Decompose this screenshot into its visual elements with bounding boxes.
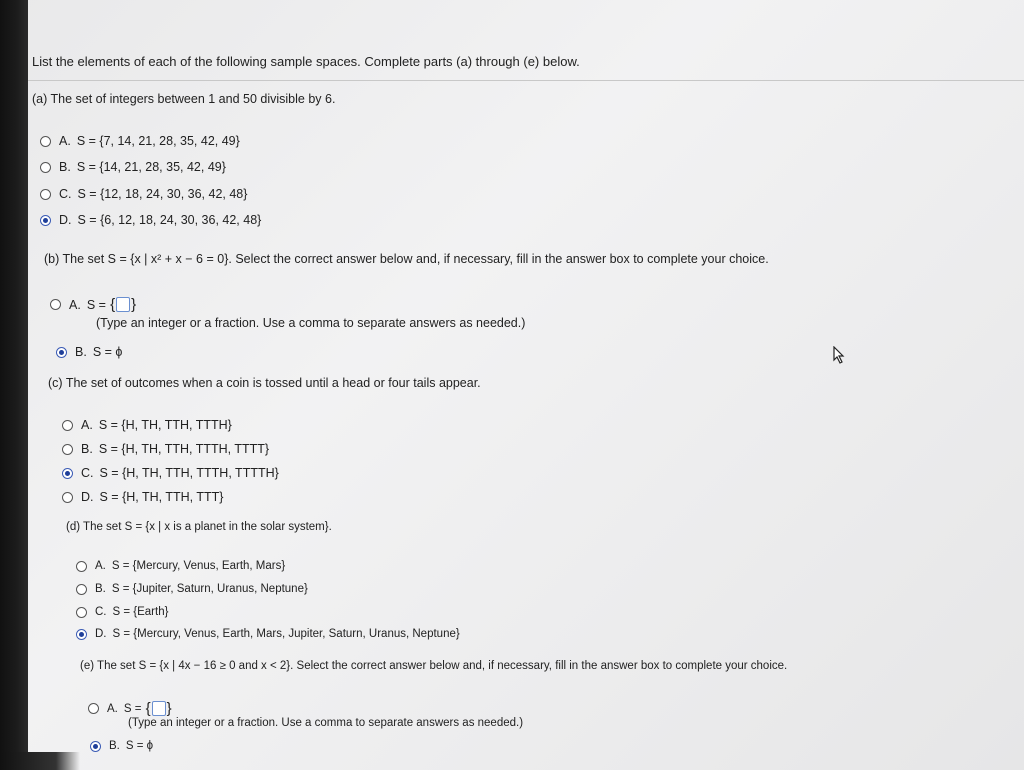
close-brace: } (131, 296, 137, 313)
option-text: S = {H, TH, TTH, TTTH, TTTT} (98, 442, 270, 456)
part-e-option-a[interactable] (88, 700, 172, 717)
option-letter: B. (95, 583, 106, 595)
part-e-question: (e) The set S = {x | 4x − 16 ≥ 0 and x < 2}. Select the correct answer below and, if necessary, fill in the answer box to complete your choice. (80, 660, 788, 672)
option-letter: C. (81, 466, 94, 480)
option-label: S = (86, 297, 106, 312)
header-divider (28, 80, 1024, 81)
radio-button[interactable] (40, 162, 51, 173)
option-letter: B. (109, 740, 120, 752)
option-label: S = (123, 702, 142, 715)
instructions-header: List the elements of each of the following sample spaces. Complete parts (a) through (e) below. (32, 54, 580, 69)
radio-button[interactable] (40, 136, 51, 147)
part-c-option-b[interactable] (62, 442, 269, 456)
radio-button-selected[interactable] (62, 468, 73, 479)
part-a-option-c[interactable] (40, 187, 247, 201)
mouse-cursor-icon (832, 346, 846, 364)
radio-button-selected[interactable] (90, 741, 101, 752)
option-text: S = {Jupiter, Saturn, Uranus, Neptune} (111, 583, 308, 595)
radio-button[interactable] (88, 703, 99, 714)
option-letter: A. (81, 418, 93, 432)
part-b-answer-hint: (Type an integer or a fraction. Use a comma to separate answers as needed.) (96, 316, 526, 330)
part-d-option-d[interactable] (76, 628, 460, 640)
option-letter: C. (95, 606, 107, 618)
part-b-option-b[interactable] (56, 345, 122, 359)
option-text: S = {Mercury, Venus, Earth, Mars, Jupiter, Saturn, Uranus, Neptune} (112, 628, 460, 640)
radio-button-selected[interactable] (76, 629, 87, 640)
radio-button[interactable] (50, 299, 61, 310)
close-brace: } (166, 700, 172, 717)
option-text: S = {14, 21, 28, 35, 42, 49} (76, 160, 226, 174)
option-letter: A. (59, 134, 71, 148)
part-b-question (44, 252, 769, 266)
open-brace: { (105, 296, 116, 313)
part-c-option-a[interactable] (62, 418, 232, 432)
option-letter: C. (59, 187, 72, 201)
option-text: S = ϕ (92, 345, 123, 359)
radio-button[interactable] (76, 607, 87, 618)
open-brace: { (141, 700, 151, 717)
part-b-option-a[interactable] (50, 296, 136, 313)
part-a-option-b[interactable] (40, 160, 226, 174)
part-a-question: (a) The set of integers between 1 and 50 divisible by 6. (32, 92, 336, 106)
part-c-option-c[interactable] (62, 466, 279, 480)
option-text: S = {Earth} (112, 606, 169, 618)
option-text: S = {7, 14, 21, 28, 35, 42, 49} (76, 134, 240, 148)
part-d-option-c[interactable] (76, 606, 168, 618)
part-b-set-expression: {x | x² + x − 6 = 0} (130, 252, 229, 266)
option-letter: A. (69, 297, 81, 312)
option-letter: D. (81, 490, 94, 504)
answer-input-box[interactable] (116, 297, 130, 312)
radio-button-selected[interactable] (56, 347, 67, 358)
radio-button[interactable] (76, 584, 87, 595)
part-b-suffix: . Select the correct answer below and, if necessary, fill in the answer box to complete your choice. (228, 252, 769, 266)
part-c-question: (c) The set of outcomes when a coin is tossed until a head or four tails appear. (48, 376, 481, 390)
option-text: S = {H, TH, TTH, TTTH} (98, 418, 232, 432)
part-d-question: (d) The set S = {x | x is a planet in the solar system}. (66, 521, 332, 533)
option-letter: D. (95, 628, 107, 640)
radio-button[interactable] (76, 561, 87, 572)
radio-button[interactable] (62, 420, 73, 431)
part-a-option-a[interactable] (40, 134, 240, 148)
option-text: S = {H, TH, TTH, TTT} (99, 490, 224, 504)
radio-button[interactable] (62, 444, 73, 455)
radio-button[interactable] (62, 492, 73, 503)
option-text: S = {H, TH, TTH, TTTH, TTTTH} (99, 466, 279, 480)
part-d-option-a[interactable] (76, 560, 285, 572)
option-text: S = {6, 12, 18, 24, 30, 36, 42, 48} (77, 213, 262, 227)
radio-button-selected[interactable] (40, 215, 51, 226)
answer-input-box[interactable] (152, 701, 166, 716)
part-b-prefix: (b) The set S = (44, 252, 127, 266)
screen-bezel (0, 0, 28, 770)
option-letter: A. (95, 560, 106, 572)
option-letter: A. (107, 702, 118, 715)
part-d-option-b[interactable] (76, 583, 308, 595)
option-letter: D. (59, 213, 72, 227)
question-page (28, 0, 1024, 770)
option-letter: B. (59, 160, 71, 174)
part-e-answer-hint: (Type an integer or a fraction. Use a comma to separate answers as needed.) (128, 717, 524, 729)
option-text: S = ϕ (125, 740, 154, 752)
option-text: S = {Mercury, Venus, Earth, Mars} (111, 560, 286, 572)
part-a-option-d[interactable] (40, 213, 261, 227)
option-letter: B. (81, 442, 93, 456)
option-text: S = {12, 18, 24, 30, 36, 42, 48} (77, 187, 248, 201)
part-c-option-d[interactable] (62, 490, 224, 504)
part-e-option-b[interactable] (90, 740, 153, 752)
radio-button[interactable] (40, 189, 51, 200)
option-letter: B. (75, 345, 87, 359)
